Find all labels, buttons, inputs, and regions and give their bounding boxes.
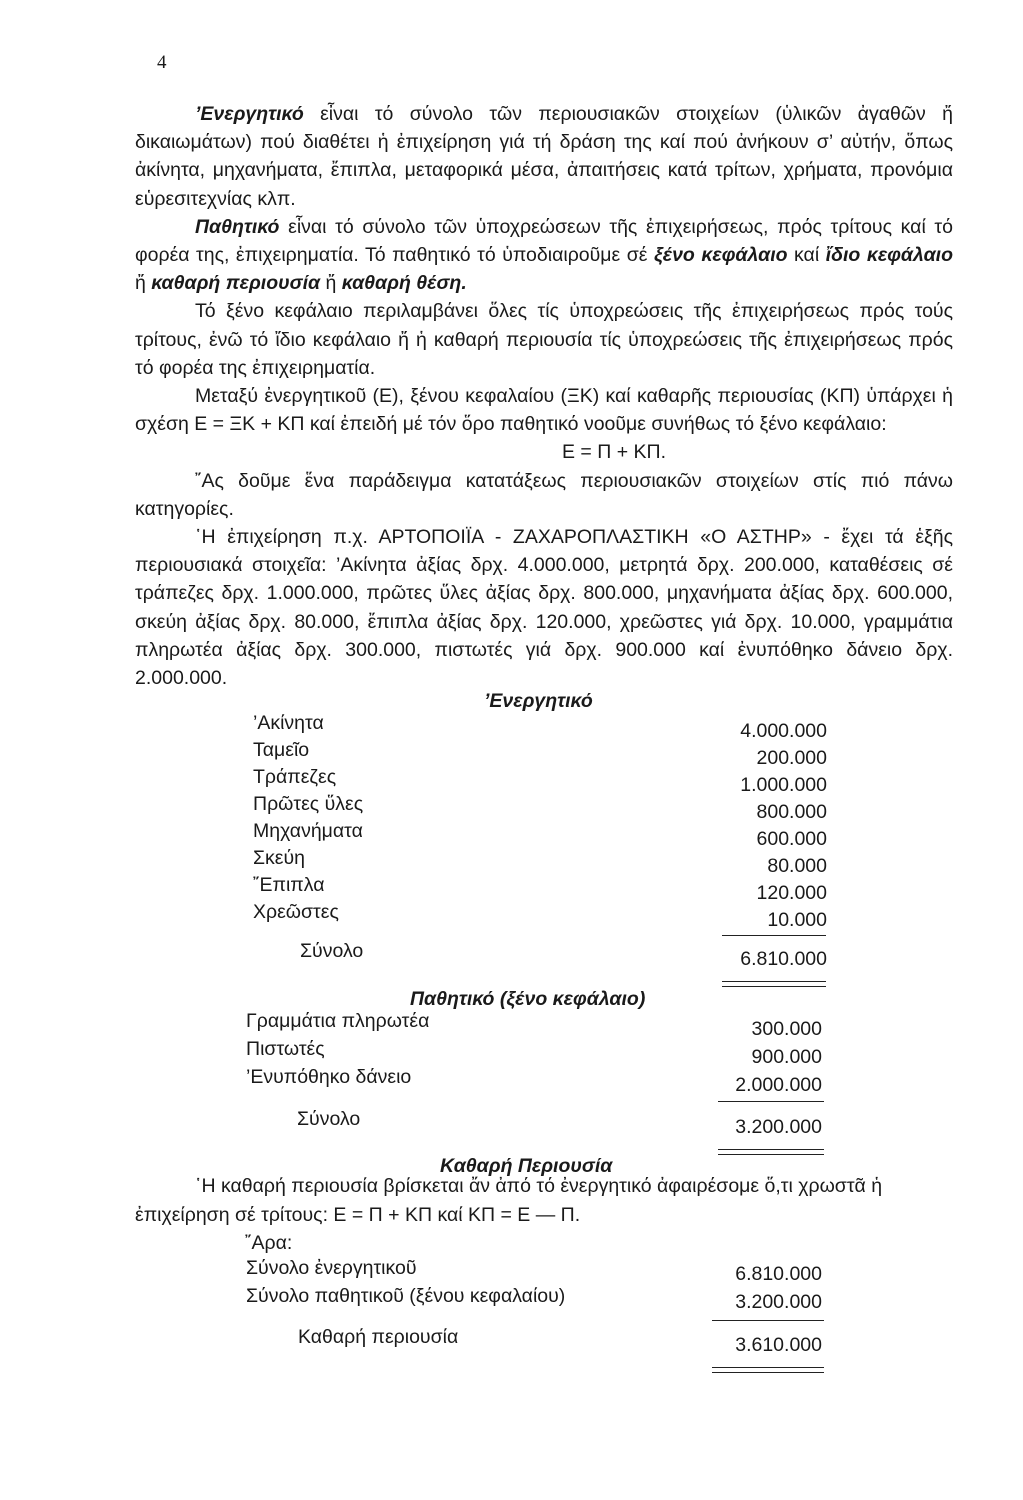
row-label: Ταμεῖο [253,739,310,761]
row-label: ’Ενυπόθηκο δάνειο [246,1066,412,1088]
row-label: Πρῶτες ὕλες [253,793,364,815]
term-foreign-capital: ξένο κεφάλαιο [653,244,788,267]
row-value: 10.000 [767,909,827,931]
row-value: 3.200.000 [735,1291,822,1313]
row-label: Σύνολο ἐνεργητικοῦ [246,1257,417,1279]
row-label: Πιστωτές [246,1038,325,1060]
formula: Ε = Π + ΚΠ. [561,441,667,464]
row-label: Τράπεζες [253,766,337,788]
row-label: Γραμμάτια πληρωτέα [246,1010,430,1032]
net-worth-text: ῾Η καθαρή περιουσία βρίσκεται ἄν ἀπό τό ἐνεργητικό ἀφαιρέσομε ὅ,τι χρωστᾶ ἡ ἐπιχείρηση σέ τρίτους: Ε = Π + ΚΠ καί ΚΠ = Ε — Π. [135,1175,883,1226]
net-worth-heading: Καθαρή Περιουσία [440,1155,613,1177]
row-value: 80.000 [767,855,827,877]
row-label: Σύνολο παθητικοῦ (ξένου κεφαλαίου) [246,1285,566,1307]
ara-label: ῎Αρα: [245,1232,293,1254]
row-value: 900.000 [751,1046,822,1068]
body-text [135,100,953,692]
total-label: Καθαρή περιουσία [298,1326,459,1348]
paragraph-text: ἤ [135,272,152,295]
row-label: ’Ακίνητα [253,712,324,734]
row-value: 600.000 [756,828,827,850]
assets-heading: ’Ενεργητικό [484,690,593,712]
row-value: 800.000 [756,801,827,823]
total-double-rule [712,1367,824,1373]
paragraph-text: ἤ [320,272,342,295]
paragraph-liabilities-definition [135,213,953,298]
term-assets: ’Ενεργητικό [195,103,304,125]
row-label: Μηχανήματα [253,820,363,842]
row-label: Σκεύη [253,847,306,869]
paragraph-assets-definition [135,100,953,213]
liabilities-heading: Παθητικό (ξένο κεφάλαιο) [410,988,646,1010]
paragraph-relation: Μεταξύ ἐνεργητικοῦ (Ε), ξένου κεφαλαίου (ΞΚ) καί καθαρῆς περιουσίας (ΚΠ) ὑπάρχει ἡ σχέση Ε = ΞΚ + ΚΠ καί ἐπειδή μέ τόν ὅρο παθητικό νοοῦμε συνήθως τό ξένο κεφάλαιο: [135,385,953,436]
paragraph-text: εἶναι τό σύνολο τῶν ὑποχρεώσεων τῆς ἐπιχειρήσεως, πρός τρίτους καί τό φορέα της, ἐπιχειρηματία. Τό παθητικό τό ὑποδιαιροῦμε σέ [135,215,953,267]
row-value: 200.000 [756,747,827,769]
term-own-capital: ἴδιο κεφάλαιο [825,244,953,267]
row-value: 4.000.000 [740,720,827,742]
term-net-worth: καθαρή περιουσία [151,272,321,295]
row-value: 300.000 [751,1018,822,1040]
term-liabilities: Παθητικό [195,215,280,238]
total-label: Σύνολο [297,1108,361,1130]
row-value: 1.000.000 [740,774,827,796]
term-net-position: καθαρή θέση. [341,272,467,295]
total-double-rule [722,981,826,987]
total-value: 3.610.000 [735,1334,822,1356]
subtotal-rule [718,1101,824,1102]
row-label: ῎Επιπλα [253,874,325,896]
total-label: Σύνολο [300,940,364,962]
total-double-rule [718,1149,824,1155]
row-label: Χρεῶστες [253,901,339,923]
total-value: 6.810.000 [740,948,827,970]
row-value: 2.000.000 [735,1074,822,1096]
paragraph-example: ῾Η ἐπιχείρηση π.χ. ΑΡΤΟΠΟΙΪΑ - ΖΑΧΑΡΟΠΛΑΣΤΙΚΗ «Ο ΑΣΤΗΡ» - ἔχει τά ἑξῆς περιουσιακά στοιχεῖα: ’Ακίνητα ἀξίας δρχ. 4.000.000, μετρητά δρχ. 200.000, καταθέσεις σέ τράπεζες δρχ. 1.000.000, πρῶτες ὕλες ἀξίας δρχ. 800.000, μηχανήματα ἀξίας δρχ. 600.000, σκεύη ἀξίας δρχ. 80.000, ἔπιπλα ἀξίας δρχ. 120.000, χρεῶστες γιά δρχ. 10.000, γραμμάτια πληρωτέα ἀξίας δρχ. 300.000, πιστωτές γιά δρχ. 900.000 καί ἐνυπόθηκο δάνειο δρχ. 2.000.000. [135,526,953,690]
paragraph-example-intro: ῎Ας δοῦμε ἕνα παράδειγμα κατατάξεως περιουσιακῶν στοιχείων στίς πιό πάνω κατηγορίες. [135,469,953,520]
row-value: 120.000 [756,882,827,904]
page-number: 4 [157,52,167,73]
row-value: 6.810.000 [735,1263,822,1285]
subtotal-rule [722,935,826,936]
paragraph-text: καί [787,244,826,267]
subtotal-rule [712,1320,824,1321]
paragraph-text: εἶναι τό σύνολο τῶν περιουσιακῶν στοιχείων (ὑλικῶν ἀγαθῶν ἤ δικαιωμάτων) πού διαθέτει ἡ ἐπιχείρηση γιά τή δράση της καί πού ἀνήκουν σ’ αὐτήν, ὅπως ἀκίνητα, μηχανήματα, ἔπιπλα, μεταφορικά μέσα, ἀπαιτήσεις κατά τρίτων, χρήματα, προνόμια εὑρεσιτεχνίας κλπ. [135,103,953,210]
total-value: 3.200.000 [735,1116,822,1138]
paragraph-foreign-capital: Τό ξένο κεφάλαιο περιλαμβάνει ὅλες τίς ὑποχρεώσεις τῆς ἐπιχειρήσεως πρός τούς τρίτους, ἐνῶ τό ἴδιο κεφάλαιο ἤ ἡ καθαρή περιουσία τίς ὑποχρεώσεις τῆς ἐπιχειρήσεως πρός τό φορέα της ἐπιχειρηματία. [135,300,953,379]
net-worth-explanation [135,1170,953,1258]
